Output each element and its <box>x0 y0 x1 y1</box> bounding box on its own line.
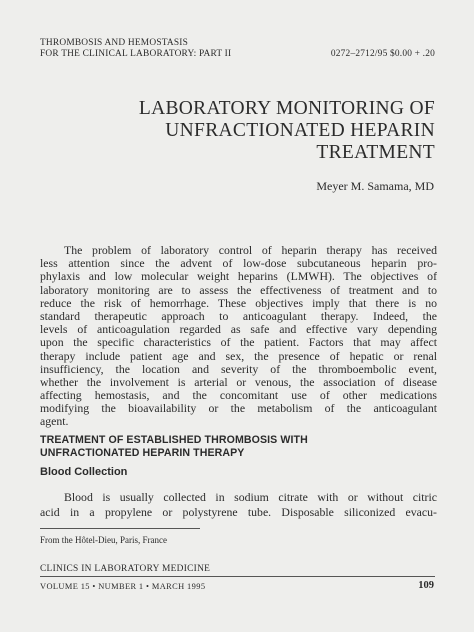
abstract-line: levels of anticoagulation regarded as safe and effective vary depending <box>40 323 437 337</box>
author-name: Meyer M. Samama, MD <box>316 179 434 193</box>
section-heading-line-2: UNFRACTIONATED HEPARIN THERAPY <box>40 447 245 459</box>
abstract-line: insufficiency, the location and severity of the thromboembolic event, <box>40 362 437 376</box>
footer-divider <box>40 576 435 577</box>
section-heading <box>40 434 437 460</box>
abstract-line: less attention since the advent of low-dose subcutaneous heparin pro- <box>40 257 437 271</box>
subsection-heading: Blood Collection <box>40 466 128 478</box>
abstract-paragraph <box>40 244 437 429</box>
page-number: 109 <box>418 580 434 591</box>
abstract-line: upon the specific characteristics of the patient. Factors that may affect <box>40 336 437 350</box>
article-title <box>40 98 435 164</box>
footnote-divider <box>40 528 200 529</box>
abstract-line: affecting hemostasis, and the concomitant use of other medications <box>40 389 437 403</box>
body-paragraph <box>40 490 437 519</box>
journal-series-line-1: THROMBOSIS AND HEMOSTASIS <box>40 38 189 48</box>
abstract-line: agent. <box>40 414 69 429</box>
footer-journal-name: CLINICS IN LABORATORY MEDICINE <box>40 564 211 574</box>
abstract-line: The problem of laboratory control of heparin therapy has received <box>64 244 437 257</box>
affiliation-footnote: From the Hôtel-Dieu, Paris, France <box>40 535 167 545</box>
title-line-1: LABORATORY MONITORING OF <box>138 98 435 119</box>
abstract-line: laboratory monitoring are to assess the effectiveness of treatment and to <box>40 283 437 297</box>
abstract-line: modifying the bioavailability or the metabolism of the anticoagulant <box>40 402 437 416</box>
footer-volume-info: VOLUME 15 • NUMBER 1 • MARCH 1995 <box>40 582 206 591</box>
journal-series-line-2: FOR THE CLINICAL LABORATORY: PART II <box>40 49 232 59</box>
article-code: 0272–2712/95 $0.00 + .20 <box>330 49 435 59</box>
abstract-line: whether the involvement is arterial or venous, the association of disease <box>40 375 437 389</box>
journal-series <box>40 38 300 60</box>
abstract-line: phylaxis and low molecular weight heparins (LMWH). The objectives of <box>40 270 437 284</box>
abstract-line: therapy include patient age and sex, the presence of hepatic or renal <box>40 349 437 363</box>
abstract-line: reduce the risk of hemorrhage. These objectives imply that there is no <box>40 296 437 310</box>
section-heading-line-1: TREATMENT OF ESTABLISHED THROMBOSIS WITH <box>40 434 308 446</box>
title-line-2: UNFRACTIONATED HEPARIN <box>165 120 435 141</box>
title-line-3: TREATMENT <box>316 142 435 163</box>
abstract-line: standard therapeutic approach to anticoagulant therapy. Indeed, the <box>40 309 437 323</box>
body-line: acid in a propylene or polystyrene tube. Disposable siliconized evacu- <box>40 504 437 519</box>
body-line: Blood is usually collected in sodium citrate with or without citric <box>64 490 437 504</box>
